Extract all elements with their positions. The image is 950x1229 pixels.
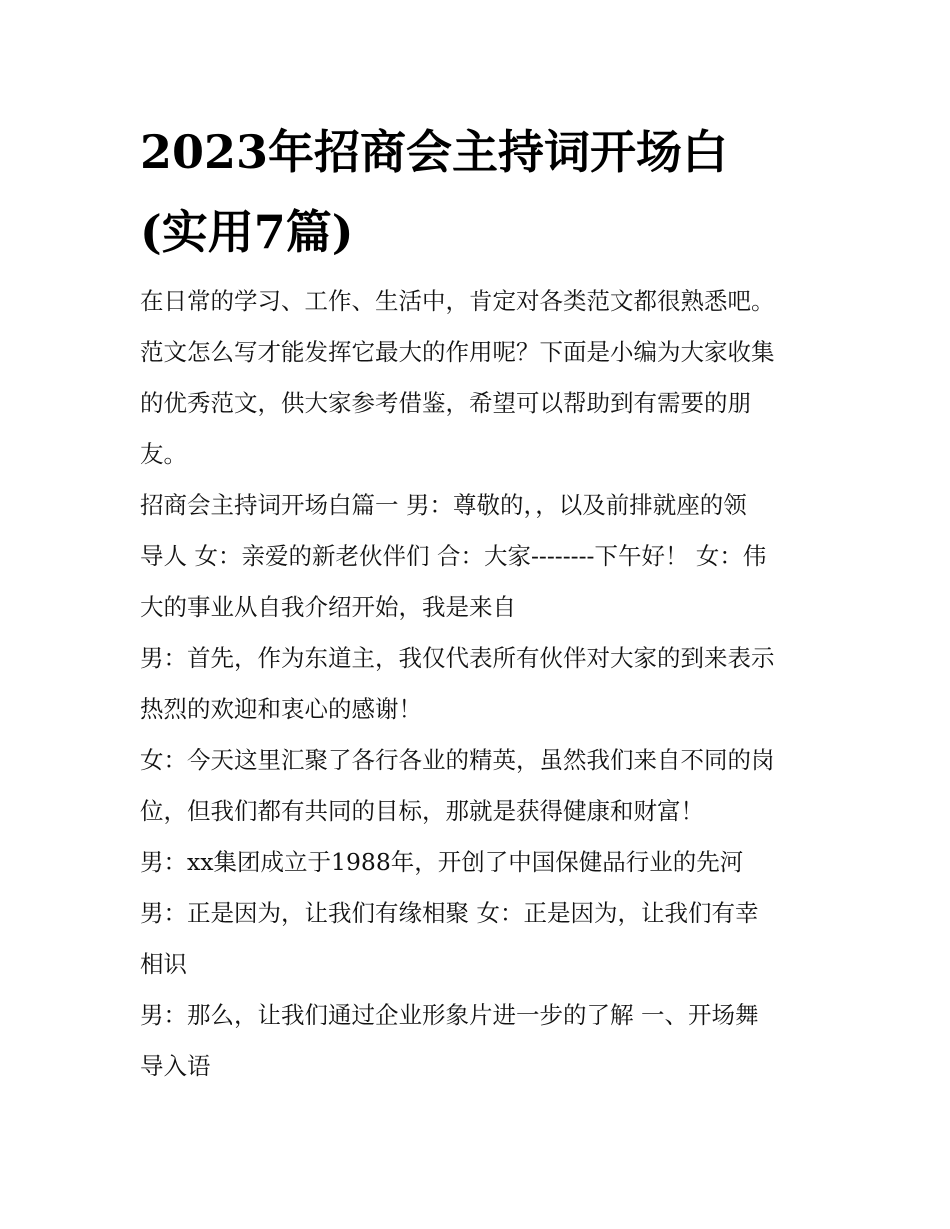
body-line: 范文怎么写才能发挥它最大的作用呢？下面是小编为大家收集 (140, 338, 775, 366)
title-line: (实用7篇) (140, 205, 354, 259)
body-line: 男：正是因为，让我们有缘相聚 女：正是因为，让我们有幸 (140, 899, 759, 927)
body-line: 的优秀范文，供大家参考借鉴，希望可以帮助到有需要的朋 (140, 389, 751, 417)
body-line: 热烈的欢迎和衷心的感谢！ (140, 695, 422, 723)
title-line: 2023年招商会主持词开场白 (140, 125, 729, 179)
body-line: 相识 (140, 950, 187, 978)
body-line: 大的事业从自我介绍开始，我是来自 (140, 593, 516, 621)
body-line: 位，但我们都有共同的目标，那就是获得健康和财富！ (140, 797, 704, 825)
body-line: 招商会主持词开场白篇一 男：尊敬的，，以及前排就座的领 (140, 491, 747, 519)
body-line: 男：首先，作为东道主，我仅代表所有伙伴对大家的到来表示 (140, 644, 775, 672)
body-line: 导人 女：亲爱的新老伙伴们 合：大家--------下午好！ 女：伟 (140, 542, 767, 570)
body-line: 女：今天这里汇聚了各行各业的精英，虽然我们来自不同的岗 (140, 746, 775, 774)
body-line: 在日常的学习、工作、生活中，肯定对各类范文都很熟悉吧。 (140, 287, 775, 315)
body-line: 男：那么，让我们通过企业形象片进一步的了解 一、开场舞 (140, 1001, 759, 1029)
body-line: 男：xx集团成立于1988年，开创了中国保健品行业的先河 (140, 848, 744, 876)
body-line: 友。 (140, 440, 187, 468)
body-line: 导入语 (140, 1052, 211, 1080)
document-body (140, 276, 820, 1092)
document-title (140, 112, 820, 272)
